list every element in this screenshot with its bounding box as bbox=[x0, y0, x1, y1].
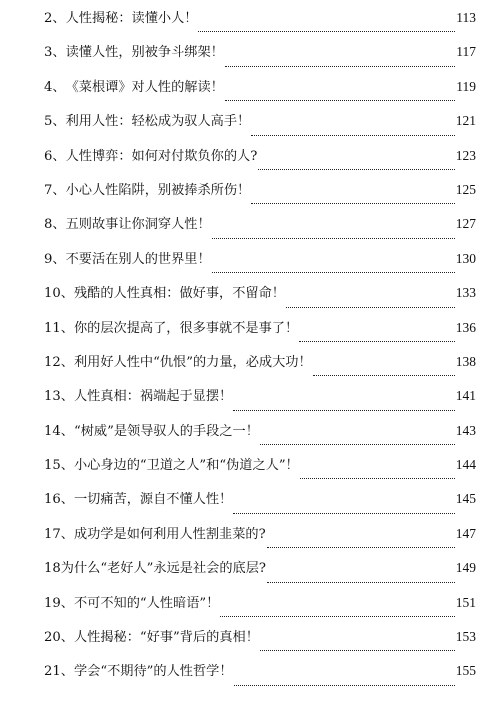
toc-entry-title: 不可不知的“人性暗语”！ bbox=[73, 595, 220, 611]
toc-entry-number: 18 bbox=[44, 561, 61, 577]
toc-entry-title: 读懂人性，别被争斗绑架！ bbox=[65, 45, 224, 61]
toc-entry-title: 人性博弈：如何对付欺负你的人? bbox=[65, 148, 258, 164]
toc-entry-page-number: 123 bbox=[455, 147, 476, 163]
toc-entry-page-number: 149 bbox=[455, 560, 476, 576]
toc-entry-page-number: 119 bbox=[456, 78, 476, 94]
toc-entry[interactable] bbox=[44, 421, 476, 455]
toc-entry-number: 21、 bbox=[44, 664, 74, 680]
toc-entry[interactable] bbox=[44, 214, 476, 248]
dot-leader bbox=[225, 99, 455, 101]
toc-entry[interactable] bbox=[44, 249, 476, 283]
dot-leader bbox=[267, 581, 455, 583]
toc-entry-title: 你的层次提高了，很多事就不是事了！ bbox=[73, 320, 299, 336]
toc-entry[interactable] bbox=[44, 318, 476, 352]
toc-entry-title: 利用好人性中“仇恨”的力量，必成大功！ bbox=[73, 354, 312, 370]
toc-entry[interactable] bbox=[44, 8, 476, 42]
toc-entry-page-number: 113 bbox=[456, 10, 476, 25]
dot-leader bbox=[234, 684, 455, 686]
dot-leader bbox=[260, 649, 455, 651]
dot-leader bbox=[251, 134, 455, 136]
toc-entry[interactable] bbox=[44, 180, 476, 214]
toc-entry-page-number: 155 bbox=[455, 663, 476, 679]
toc-entry[interactable] bbox=[44, 593, 476, 627]
dot-leader bbox=[220, 615, 454, 617]
toc-entry[interactable] bbox=[44, 111, 476, 145]
toc-entry-title: 残酷的人性真相：做好事，不留命！ bbox=[73, 286, 285, 302]
toc-entry-number: 8、 bbox=[44, 217, 66, 233]
toc-entry-number: 2、 bbox=[44, 11, 66, 26]
toc-entry-page-number: 141 bbox=[455, 388, 476, 404]
toc-entry-page-number: 133 bbox=[455, 285, 476, 301]
toc-entry-number: 7、 bbox=[44, 182, 66, 198]
toc-entry-page-number: 130 bbox=[455, 250, 476, 266]
toc-entry[interactable] bbox=[44, 42, 476, 76]
toc-entry-title: 成功学是如何利用人性割韭菜的? bbox=[73, 526, 266, 542]
toc-entry-title: 小心身边的“卫道之人”和“伪道之人”！ bbox=[73, 458, 299, 474]
toc-entry-page-number: 125 bbox=[455, 181, 476, 197]
toc-entry-page-number: 138 bbox=[455, 353, 476, 369]
toc-entry-title: 人性揭秘：读懂小人！ bbox=[65, 11, 198, 26]
toc-entry-page-number: 151 bbox=[455, 594, 476, 610]
toc-entry-title: 《菜根谭》对人性的解读！ bbox=[65, 79, 224, 95]
toc-entry-number: 11、 bbox=[44, 320, 74, 336]
toc-entry-number: 16、 bbox=[44, 492, 74, 508]
toc-entry-number: 20、 bbox=[44, 630, 74, 646]
toc-entry-title: 为什么“老好人”永远是社会的底层? bbox=[60, 561, 266, 577]
toc-entry[interactable] bbox=[44, 627, 476, 661]
toc-entry[interactable] bbox=[44, 352, 476, 386]
toc-entry-number: 10、 bbox=[44, 286, 74, 302]
toc-entry[interactable] bbox=[44, 455, 476, 489]
toc-entry-page-number: 145 bbox=[455, 491, 476, 507]
table-of-contents bbox=[44, 8, 476, 696]
toc-entry-title: 学会“不期待”的人性哲学！ bbox=[73, 664, 233, 680]
toc-entry[interactable] bbox=[44, 558, 476, 592]
toc-entry[interactable] bbox=[44, 283, 476, 317]
dot-leader bbox=[313, 374, 455, 376]
toc-entry[interactable] bbox=[44, 386, 476, 420]
toc-entry[interactable] bbox=[44, 77, 476, 111]
dot-leader bbox=[251, 202, 455, 204]
toc-entry-title: 小心人性陷阱，别被捧杀所伤！ bbox=[65, 182, 251, 198]
dot-leader bbox=[299, 340, 455, 342]
dot-leader bbox=[225, 65, 455, 67]
toc-entry-number: 4、 bbox=[44, 79, 66, 95]
toc-entry-number: 6、 bbox=[44, 148, 66, 164]
dot-leader bbox=[260, 443, 455, 445]
toc-entry-title: 人性真相：祸端起于显摆！ bbox=[73, 389, 233, 405]
toc-entry-page-number: 144 bbox=[455, 457, 476, 473]
toc-entry-page-number: 127 bbox=[455, 216, 476, 232]
dot-leader bbox=[267, 546, 455, 548]
toc-entry-page-number: 153 bbox=[455, 629, 476, 645]
toc-entry-number: 5、 bbox=[44, 114, 66, 130]
toc-entry-page-number: 143 bbox=[455, 422, 476, 438]
toc-entry-page-number: 147 bbox=[455, 525, 476, 541]
toc-entry-number: 17、 bbox=[44, 526, 74, 542]
toc-entry-number: 15、 bbox=[44, 458, 74, 474]
toc-entry-number: 9、 bbox=[44, 251, 66, 267]
toc-entry-number: 14、 bbox=[44, 423, 74, 439]
toc-entry-title: “树威”是领导驭人的手段之一！ bbox=[73, 423, 259, 439]
toc-entry-number: 19、 bbox=[44, 595, 74, 611]
toc-entry[interactable] bbox=[44, 489, 476, 523]
dot-leader bbox=[212, 271, 455, 273]
dot-leader bbox=[286, 306, 455, 308]
dot-leader bbox=[233, 409, 455, 411]
toc-entry-page-number: 117 bbox=[456, 44, 476, 60]
toc-entry-page-number: 136 bbox=[455, 319, 476, 335]
toc-entry-number: 13、 bbox=[44, 389, 74, 405]
dot-leader bbox=[258, 168, 454, 170]
dot-leader bbox=[212, 237, 455, 239]
dot-leader bbox=[198, 30, 455, 32]
toc-entry[interactable] bbox=[44, 146, 476, 180]
toc-entry-number: 12、 bbox=[44, 354, 74, 370]
toc-entry-title: 人性揭秘：“好事”背后的真相！ bbox=[73, 630, 259, 646]
toc-entry-title: 利用人性：轻松成为驭人高手！ bbox=[65, 114, 251, 130]
toc-entry[interactable] bbox=[44, 524, 476, 558]
toc-entry-title: 不要活在别人的世界里！ bbox=[65, 251, 211, 267]
toc-entry-number: 3、 bbox=[44, 45, 66, 61]
toc-entry-page-number: 121 bbox=[455, 113, 476, 129]
toc-entry-title: 五则故事让你洞穿人性！ bbox=[65, 217, 211, 233]
dot-leader bbox=[300, 477, 455, 479]
dot-leader bbox=[233, 512, 455, 514]
toc-entry-title: 一切痛苦，源自不懂人性！ bbox=[73, 492, 233, 508]
toc-entry[interactable] bbox=[44, 661, 476, 695]
